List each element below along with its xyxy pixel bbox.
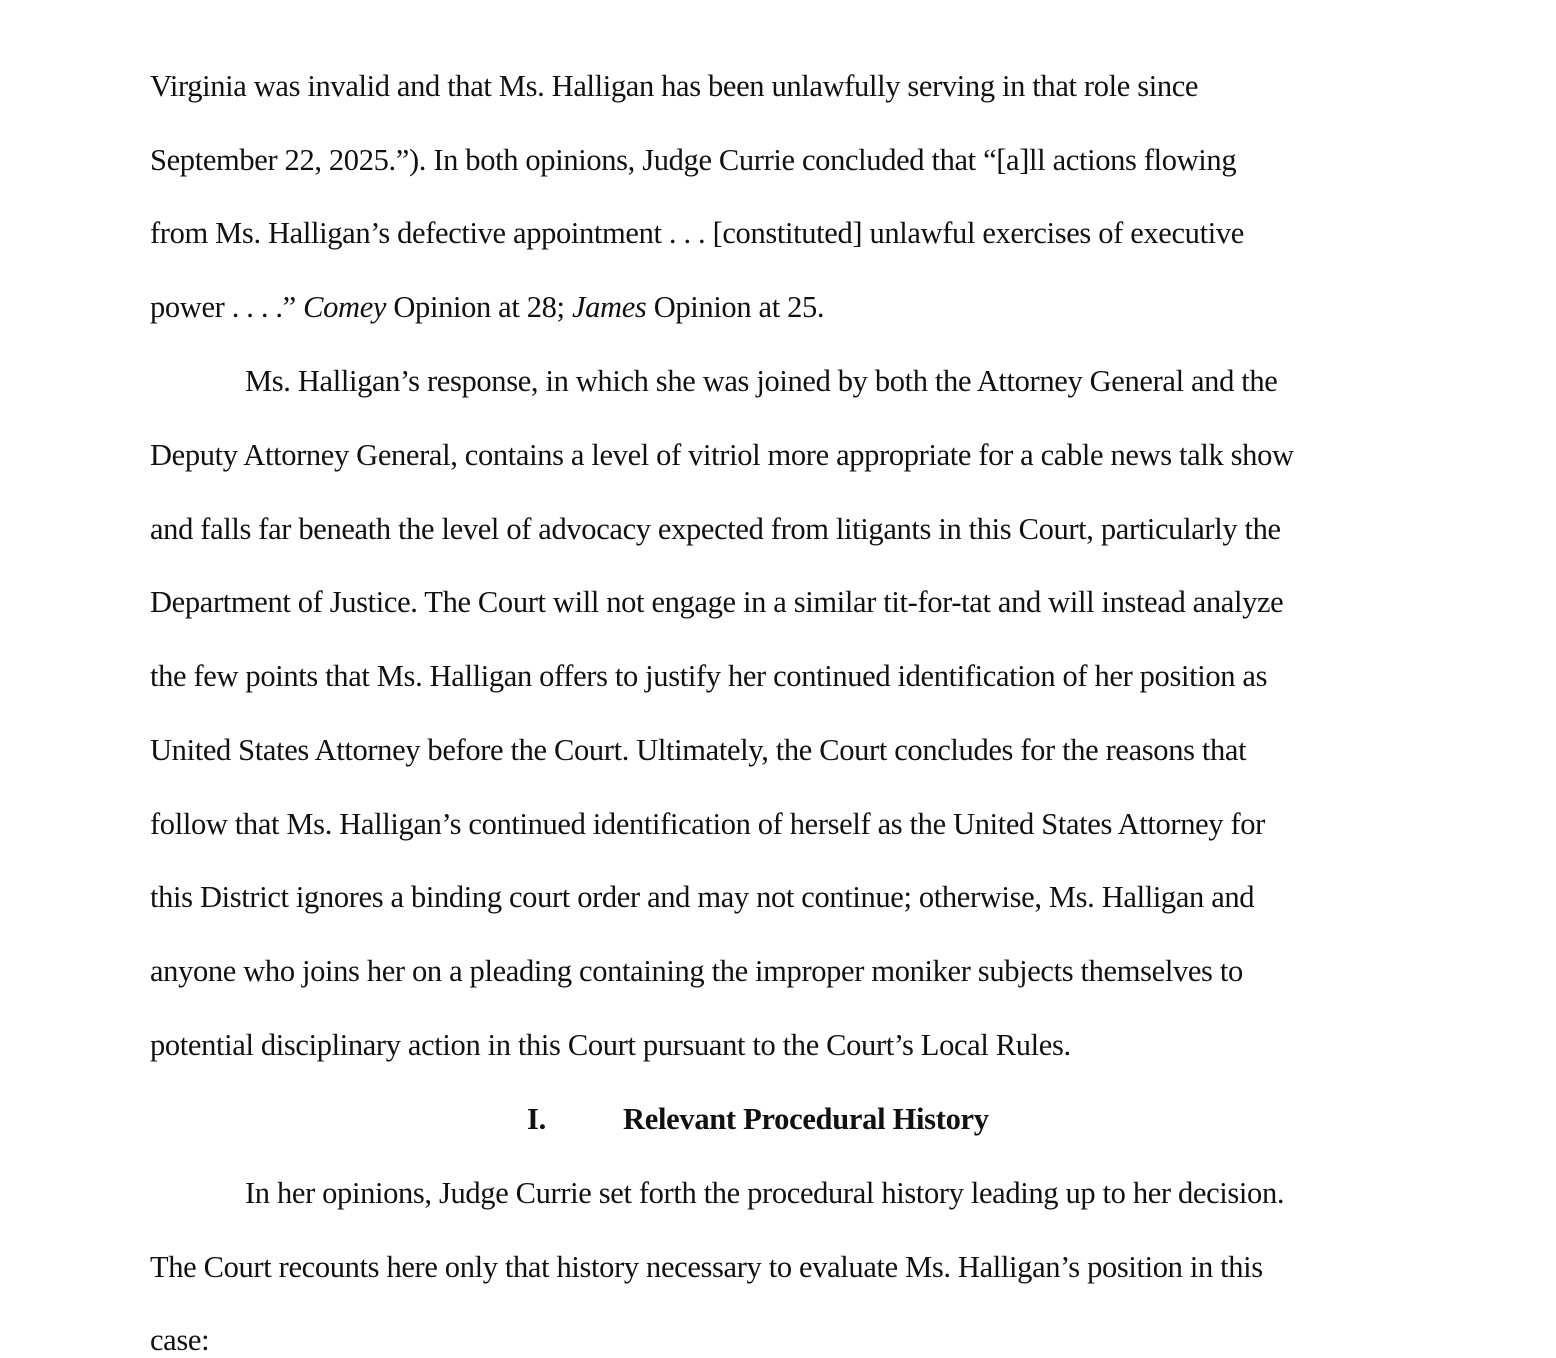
text-line: Deputy Attorney General, contains a level of vitriol more appropriate for a cable news talk show bbox=[150, 438, 1294, 472]
text-line: The Court recounts here only that history necessary to evaluate Ms. Halligan’s position in this bbox=[150, 1250, 1263, 1284]
text-line: and falls far beneath the level of advocacy expected from litigants in this Court, particularly the bbox=[150, 512, 1281, 546]
text-line: anyone who joins her on a pleading containing the improper moniker subjects themselves to bbox=[150, 954, 1243, 988]
text-line: from Ms. Halligan’s defective appointment . . . [constituted] unlawful exercises of executive bbox=[150, 216, 1244, 250]
text-line: this District ignores a binding court order and may not continue; otherwise, Ms. Halligan and bbox=[150, 880, 1255, 914]
text-span: Opinion at 28; bbox=[386, 290, 572, 324]
text-span: power . . . .” bbox=[150, 290, 304, 324]
text-line: United States Attorney before the Court. Ultimately, the Court concludes for the reasons that bbox=[150, 733, 1247, 767]
text-line: September 22, 2025.”). In both opinions, Judge Currie concluded that “[a]ll actions flowing bbox=[150, 143, 1237, 177]
text-line: case: bbox=[150, 1323, 210, 1357]
text-line: the few points that Ms. Halligan offers to justify her continued identification of her position as bbox=[150, 659, 1268, 693]
case-name-comey: Comey bbox=[303, 290, 387, 324]
text-line: In her opinions, Judge Currie set forth the procedural history leading up to her decision. bbox=[245, 1176, 1285, 1210]
text-span: Opinion at 25. bbox=[646, 290, 825, 324]
text-line: potential disciplinary action in this Court pursuant to the Court’s Local Rules. bbox=[150, 1028, 1071, 1062]
citation-line bbox=[150, 289, 824, 325]
case-name-james: James bbox=[571, 290, 647, 324]
text-line: Ms. Halligan’s response, in which she was joined by both the Attorney General and the bbox=[245, 364, 1278, 398]
section-title: Relevant Procedural History bbox=[623, 1102, 989, 1136]
section-number: I. bbox=[527, 1102, 546, 1136]
text-line: follow that Ms. Halligan’s continued identification of herself as the United States Attorney for bbox=[150, 807, 1265, 841]
text-line: Department of Justice. The Court will not engage in a similar tit-for-tat and will instead analyze bbox=[150, 585, 1284, 619]
text-line: Virginia was invalid and that Ms. Halligan has been unlawfully serving in that role since bbox=[150, 69, 1199, 103]
